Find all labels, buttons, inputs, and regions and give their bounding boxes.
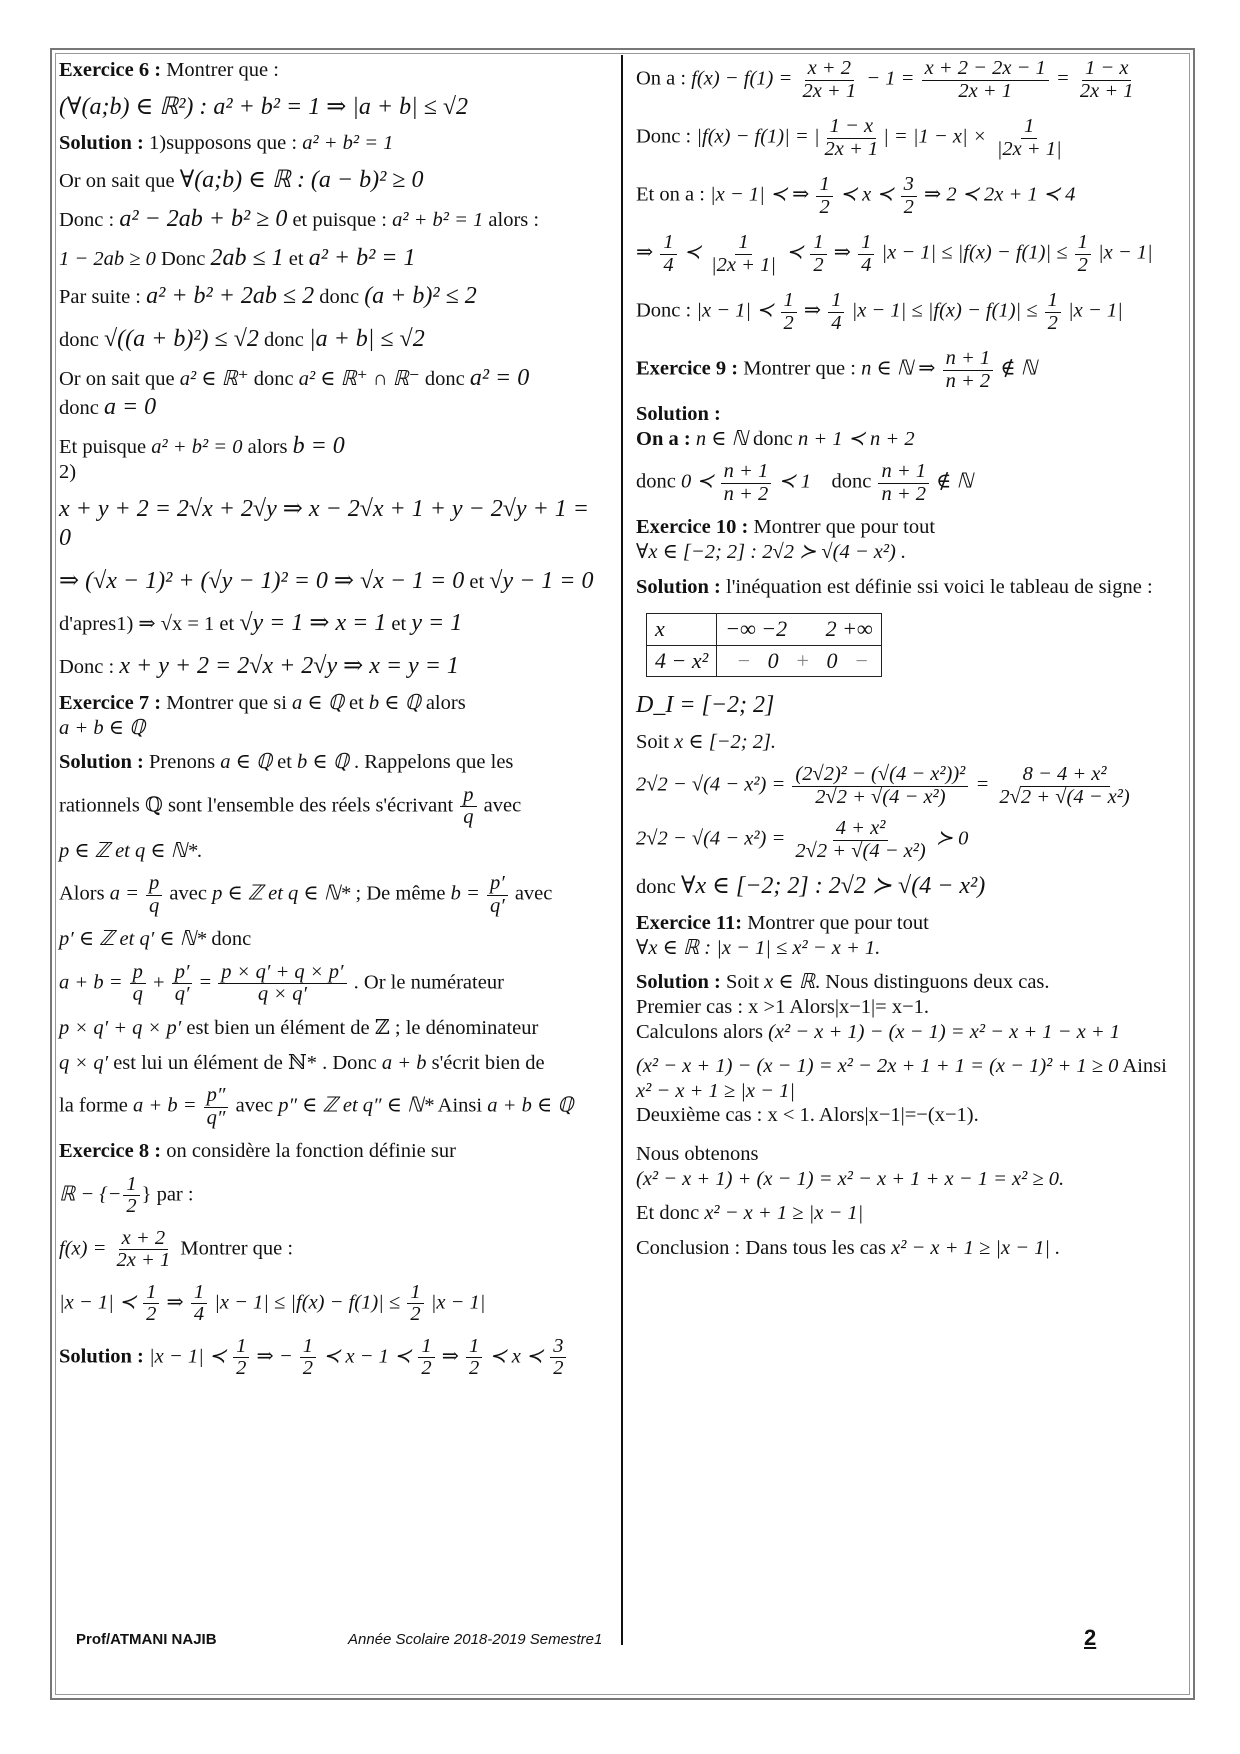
ex7-header: Exercice 7 : Montrer que si a ∈ ℚ et b ∈ ℚ alors a + b ∈ ℚ bbox=[59, 691, 466, 739]
left-column bbox=[59, 58, 604, 1390]
ex11-result: Et donc x² − x + 1 ≥ |x − 1| bbox=[636, 1202, 864, 1225]
ex8-statement: |x − 1| ≺ $\frac{1}{2}$ ⇒ $\frac{1}{4}$ |x − 1| ≤ |f(x) − f(1)| ≤ $\frac{1}{2}$ |x − 1| bbox=[59, 1280, 486, 1326]
ex8-header: Exercice 8 : on considère la fonction définie sur bbox=[59, 1140, 456, 1163]
ex6-sol-7: Or on sait que a² ∈ ℝ⁺ donc a² ∈ ℝ⁺ ∩ ℝ⁻ donc a² = 0 donc a = 0 bbox=[59, 364, 530, 420]
ex11-case1: (x² − x + 1) − (x − 1) = x² − 2x + 1 + 1 = (x − 1)² + 1 ≥ 0 Ainsi x² − x + 1 ≥ |x − 1| Deuxième cas : x < 1. Alors|x−1|=−(x−1). bbox=[636, 1055, 1167, 1127]
fraction-sum: $\frac{p \times q' + q \times p'}{q \times q'}$ bbox=[218, 962, 346, 1006]
sign-table-values: −∞ −2 2 +∞ bbox=[717, 614, 881, 645]
ex10-conclusion: donc ∀x ∈ [−2; 2] : 2√2 ≻ √(4 − x²) bbox=[636, 873, 986, 900]
ex6-header: Exercice 6 : Montrer que : bbox=[59, 59, 279, 81]
ex6-eq-3: d'apres1) ⇒ √x = 1 et √y = 1 ⇒ x = 1 et y = 1 bbox=[59, 610, 463, 637]
ex6-sol-4: 1 − 2ab ≥ 0 Donc 2ab ≤ 1 et a² + b² = 1 bbox=[59, 244, 416, 271]
ex8-domain: ℝ − {− $\frac{1}{2}$ } par : bbox=[59, 1172, 194, 1218]
ex6-sol-8: Et puisque a² + b² = 0 alors b = 0 2) bbox=[59, 432, 345, 484]
ex7-sol-5: p′ ∈ ℤ et q′ ∈ ℕ* donc bbox=[59, 928, 252, 951]
ex8-function: f(x) = $\frac{x + 2}{2x + 1}$ Montrer que : bbox=[59, 1226, 294, 1272]
ex11-conclusion: Conclusion : Dans tous les cas x² − x + 1 ≥ |x − 1| . bbox=[636, 1236, 1061, 1259]
sign-table-var: x bbox=[647, 614, 717, 645]
sign-table-func: 4 − x² bbox=[647, 645, 717, 676]
ex6-sol-6: donc √((a + b)²) ≤ √2 donc |a + b| ≤ √2 bbox=[59, 326, 425, 353]
ex10-solution: Solution : l'inéquation est définie ssi voici le tableau de signe : bbox=[636, 575, 1153, 598]
ex6-statement: (∀(a;b) ∈ ℝ²) : a² + b² = 1 ⇒ |a + b| ≤ √2 bbox=[59, 93, 469, 120]
ex7-sol-6: a + b = $\frac{p}{q}$ + $\frac{p'}{q'}$ = $\frac{p \times q' + q \times p'}{q \times q'}$ . Or le numérateur bbox=[59, 960, 504, 1006]
ex10-header: Exercice 10 : Montrer que pour tout ∀x ∈ [−2; 2] : 2√2 ≻ √(4 − x²) . bbox=[636, 516, 936, 563]
ex6-sol-5: Par suite : a² + b² + 2ab ≤ 2 donc (a + b)² ≤ 2 bbox=[59, 283, 477, 310]
ex7-sol-1: Solution : Prenons a ∈ ℚ et b ∈ ℚ . Rappelons que les bbox=[59, 751, 514, 774]
fraction-p-q: $\frac{p}{q}$ bbox=[460, 785, 476, 829]
ex8-r2: Donc : |f(x) − f(1)| = | $\frac{1 - x}{2x + 1}$ | = |1 − x| × $\frac{1}{|2x + 1|}$ bbox=[636, 115, 1062, 160]
ex6-sol-2: Or on sait que ∀(a;b) ∈ ℝ : (a − b)² ≥ 0 bbox=[59, 166, 424, 193]
sign-table-signs: − 0 + 0 − bbox=[717, 645, 881, 676]
ex10-soit: Soit x ∈ [−2; 2]. bbox=[636, 730, 777, 753]
ex6-eq-4: Donc : x + y + 2 = 2√x + 2√y ⇒ x = y = 1 bbox=[59, 653, 459, 680]
ex11-case2: Nous obtenons (x² − x + 1) + (x − 1) = x² − x + 1 + x − 1 = x² ≥ 0. bbox=[636, 1142, 1065, 1190]
footer-author: Prof/ATMANI NAJIB bbox=[76, 1631, 217, 1648]
ex8-r3: Et on a : |x − 1| ≺ ⇒ $\frac{1}{2}$ ≺ x ≺ $\frac{3}{2}$ ⇒ 2 ≺ 2x + 1 ≺ 4 bbox=[636, 173, 1076, 218]
ex9-solution-2: donc 0 ≺ $\frac{n + 1}{n + 2}$ ≺ 1 donc $\frac{n + 1}{n + 2}$ ∉ ℕ bbox=[636, 460, 973, 505]
footer-year: Année Scolaire 2018-2019 Semestre1 bbox=[348, 1631, 603, 1648]
ex7-sol-3: p ∈ ℤ et q ∈ ℕ*. bbox=[59, 839, 203, 862]
ex8-solution: Solution : |x − 1| ≺ $\frac{1}{2}$ ⇒ − $\frac{1}{2}$ ≺ x − 1 ≺ $\frac{1}{2}$ ⇒ $\frac{1}{2}$ ≺ x ≺ $\frac{3}{2}$ bbox=[59, 1336, 604, 1380]
ex9-header: Exercice 9 : Montrer que : n ∈ ℕ ⇒ $\frac{n + 1}{n + 2}$ ∉ ℕ bbox=[636, 347, 1038, 392]
column-divider bbox=[621, 55, 623, 1645]
page-number: 2 bbox=[1084, 1625, 1097, 1650]
ex7-sol-7: p × q′ + q × p′ est bien un élément de ℤ ; le dénominateur bbox=[59, 1017, 539, 1039]
fraction-a: $\frac{p}{q}$ bbox=[146, 873, 162, 917]
right-column bbox=[636, 58, 1184, 1270]
ex10-domain: D_I = [−2; 2] bbox=[636, 691, 775, 718]
ex6-eq-2: ⇒ (√x − 1)² + (√y − 1)² = 0 ⇒ √x − 1 = 0 et √y − 1 = 0 bbox=[59, 567, 594, 594]
ex7-sol-2: rationnels ℚ sont l'ensemble des réels s'écrivant $\frac{p}{q}$ avec bbox=[59, 783, 522, 829]
ex8-r5: Donc : |x − 1| ≺ $\frac{1}{2}$ ⇒ $\frac{1}{4}$ |x − 1| ≤ |f(x) − f(1)| ≤ $\frac{1}{2}$ |x − 1| bbox=[636, 289, 1123, 334]
ex8-r4: ⇒ $\frac{1}{4}$ ≺ $\frac{1}{|2x + 1|}$ ≺ $\frac{1}{2}$ ⇒ $\frac{1}{4}$ |x − 1| ≤ |f(x) − f(1)| ≤ $\frac{1}{2}$ |x − 1| bbox=[636, 231, 1153, 276]
ex11-solution: Solution : Soit x ∈ ℝ. Nous distinguons deux cas. Premier cas : x >1 Alors|x−1|= x−1. Calculons alors (x² − x + 1) − (x − 1) = x² − x + 1 − x + 1 bbox=[636, 971, 1121, 1043]
ex7-sol-9: la forme a + b = $\frac{p''}{q''}$ avec p″ ∈ ℤ et q″ ∈ ℕ* Ainsi a + b ∈ ℚ bbox=[59, 1084, 574, 1129]
ex7-sol-4: Alors a = $\frac{p}{q}$ avec p ∈ ℤ et q ∈ ℕ* ; De même b = $\frac{p'}{q'}$ avec bbox=[59, 872, 553, 917]
ex6-sol-3: Donc : a² − 2ab + b² ≥ 0 et puisque : a² + b² = 1 alors : bbox=[59, 205, 540, 232]
ex8-r1: On a : f(x) − f(1) = $\frac{x + 2}{2x + 1}$ − 1 = $\frac{x + 2 - 2x - 1}{2x + 1}$ = $\frac{1 - x}{2x + 1}$ bbox=[636, 57, 1134, 102]
ex10-eq-1: 2√2 − √(4 − x²) = $\frac{\text{(2√2)² − (√(4 − x²))²}}{\text{2√2 + √(4 − x²)}}$ = $\frac{\text{8 − 4 + x²}}{\text{2√2 + √(4 − x²)}}$ bbox=[636, 763, 1130, 808]
ex10-eq-2: 2√2 − √(4 − x²) = $\frac{\text{4 + x²}}{\text{2√2 + √(4 − x²)}}$ ≻ 0 bbox=[636, 817, 969, 862]
sign-table bbox=[646, 613, 882, 677]
page-footer bbox=[76, 1625, 1116, 1655]
ex6-sol-1: Solution : 1)supposons que : a² + b² = 1 bbox=[59, 132, 394, 155]
fraction-b: $\frac{p'}{q'}$ bbox=[487, 873, 508, 917]
ex6-eq-1: x + y + 2 = 2√x + 2√y ⇒ x − 2√x + 1 + y − 2√y + 1 = 0 bbox=[59, 495, 589, 551]
ex7-sol-8: q × q′ est lui un élément de ℕ* . Donc a + b s'écrit bien de bbox=[59, 1051, 545, 1074]
ex11-header: Exercice 11: Montrer que pour tout ∀x ∈ ℝ : |x − 1| ≤ x² − x + 1. bbox=[636, 912, 929, 959]
ex9-solution: Solution : On a : n ∈ ℕ donc n + 1 ≺ n + 2 bbox=[636, 403, 915, 450]
ex6-title: Exercice 6 : bbox=[59, 59, 162, 81]
